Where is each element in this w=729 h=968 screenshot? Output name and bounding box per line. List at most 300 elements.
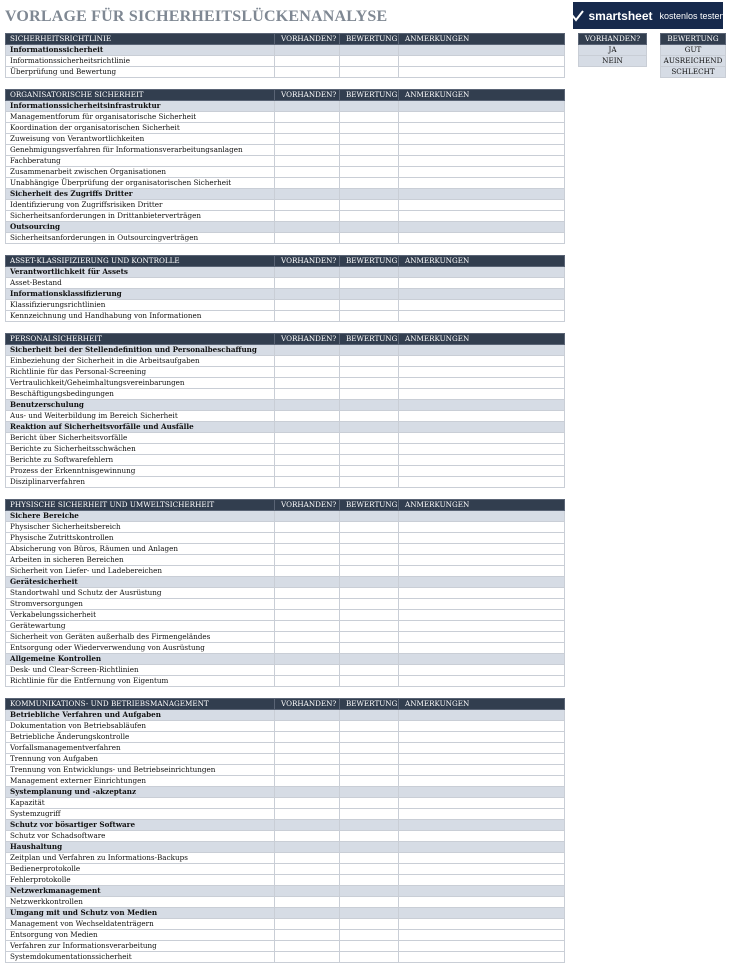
table-row xyxy=(6,367,565,378)
item-label: Koordination der organisatorischen Sicherheit xyxy=(6,123,275,134)
rating-select[interactable] xyxy=(340,167,399,178)
group-header xyxy=(6,222,565,233)
present-select[interactable] xyxy=(275,588,340,599)
notes-field[interactable] xyxy=(399,466,565,477)
present-select[interactable] xyxy=(275,300,340,311)
notes-cell xyxy=(399,222,565,233)
table-row xyxy=(6,56,565,67)
item-label: Trennung von Aufgaben xyxy=(6,754,275,765)
group-title: Allgemeine Kontrollen xyxy=(6,654,275,665)
table-row xyxy=(6,665,565,676)
notes-field[interactable] xyxy=(399,588,565,599)
table-row xyxy=(6,356,565,367)
table-row xyxy=(6,676,565,687)
present-select[interactable] xyxy=(275,555,340,566)
rating-select[interactable] xyxy=(340,56,399,67)
group-title: Informationsklassifizierung xyxy=(6,289,275,300)
legend-present-option[interactable]: NEIN xyxy=(579,56,647,67)
table-row xyxy=(6,566,565,577)
column-present-header: VORHANDEN? xyxy=(275,699,340,710)
notes-field[interactable] xyxy=(399,433,565,444)
rating-select[interactable] xyxy=(340,544,399,555)
rating-select[interactable] xyxy=(340,522,399,533)
item-label: Disziplinarverfahren xyxy=(6,477,275,488)
notes-field[interactable] xyxy=(399,621,565,632)
item-label: Einbeziehung der Sicherheit in die Arbeitsaufgaben xyxy=(6,356,275,367)
rating-select[interactable] xyxy=(340,278,399,289)
legend-rating-option[interactable]: SCHLECHT xyxy=(661,67,726,78)
notes-field[interactable] xyxy=(399,732,565,743)
table-row xyxy=(6,178,565,189)
notes-field[interactable] xyxy=(399,300,565,311)
present-select[interactable] xyxy=(275,200,340,211)
present-select[interactable] xyxy=(275,123,340,134)
present-select[interactable] xyxy=(275,754,340,765)
rating-select[interactable] xyxy=(340,676,399,687)
table-row xyxy=(6,743,565,754)
rating-select[interactable] xyxy=(340,533,399,544)
rating-select[interactable] xyxy=(340,588,399,599)
notes-field[interactable] xyxy=(399,743,565,754)
item-label: Verfahren zur Informationsverarbeitung xyxy=(6,941,275,952)
rating-cell xyxy=(340,222,399,233)
rating-select[interactable] xyxy=(340,112,399,123)
item-label: Sicherheit von Liefer- und Ladebereichen xyxy=(6,566,275,577)
notes-cell xyxy=(399,422,565,433)
rating-select[interactable] xyxy=(340,831,399,842)
notes-field[interactable] xyxy=(399,378,565,389)
rating-select[interactable] xyxy=(340,643,399,654)
item-label: Sicherheitsanforderungen in Outsourcingverträgen xyxy=(6,233,275,244)
present-select[interactable] xyxy=(275,798,340,809)
present-select[interactable] xyxy=(275,875,340,886)
item-label: Absicherung von Büros, Räumen und Anlagen xyxy=(6,544,275,555)
rating-select[interactable] xyxy=(340,776,399,787)
item-label: Systemzugriff xyxy=(6,809,275,820)
notes-cell xyxy=(399,45,565,56)
present-select[interactable] xyxy=(275,67,340,78)
item-label: Entsorgung oder Wiederverwendung von Ausrüstung xyxy=(6,643,275,654)
item-label: Physische Zutrittskontrollen xyxy=(6,533,275,544)
item-label: Zuweisung von Verantwortlichkeiten xyxy=(6,134,275,145)
rating-select[interactable] xyxy=(340,798,399,809)
notes-field[interactable] xyxy=(399,864,565,875)
brand-name: smartsheet xyxy=(588,8,653,23)
item-label: Systemdokumentationssicherheit xyxy=(6,952,275,963)
present-select[interactable] xyxy=(275,765,340,776)
rating-select[interactable] xyxy=(340,477,399,488)
notes-field[interactable] xyxy=(399,555,565,566)
present-select[interactable] xyxy=(275,941,340,952)
table-row xyxy=(6,145,565,156)
table-row xyxy=(6,311,565,322)
table-row xyxy=(6,632,565,643)
rating-select[interactable] xyxy=(340,732,399,743)
notes-field[interactable] xyxy=(399,134,565,145)
table-row xyxy=(6,167,565,178)
notes-field[interactable] xyxy=(399,211,565,222)
rating-select[interactable] xyxy=(340,754,399,765)
notes-field[interactable] xyxy=(399,145,565,156)
notes-cell xyxy=(399,101,565,112)
present-select[interactable] xyxy=(275,367,340,378)
present-select[interactable] xyxy=(275,632,340,643)
rating-select[interactable] xyxy=(340,389,399,400)
notes-field[interactable] xyxy=(399,941,565,952)
present-cell xyxy=(275,710,340,721)
notes-field[interactable] xyxy=(399,178,565,189)
item-label: Sicherheitsanforderungen in Drittanbieterverträgen xyxy=(6,211,275,222)
section-header xyxy=(6,256,565,267)
smartsheet-logo-icon xyxy=(571,10,584,22)
notes-field[interactable] xyxy=(399,389,565,400)
present-select[interactable] xyxy=(275,278,340,289)
notes-field[interactable] xyxy=(399,919,565,930)
item-label: Verkabelungssicherheit xyxy=(6,610,275,621)
table-row xyxy=(6,930,565,941)
present-select[interactable] xyxy=(275,621,340,632)
notes-cell xyxy=(399,842,565,853)
present-select[interactable] xyxy=(275,732,340,743)
notes-field[interactable] xyxy=(399,765,565,776)
rating-select[interactable] xyxy=(340,555,399,566)
rating-cell xyxy=(340,908,399,919)
item-label: Arbeiten in sicheren Bereichen xyxy=(6,555,275,566)
section-title: ORGANISATORISCHE SICHERHEIT xyxy=(6,90,275,101)
smartsheet-trial-button[interactable] xyxy=(573,2,723,29)
rating-cell xyxy=(340,101,399,112)
group-title: Sicherheit des Zugriffs Dritter xyxy=(6,189,275,200)
rating-select[interactable] xyxy=(340,356,399,367)
notes-cell xyxy=(399,289,565,300)
present-select[interactable] xyxy=(275,643,340,654)
present-select[interactable] xyxy=(275,433,340,444)
column-present-header: VORHANDEN? xyxy=(275,34,340,45)
rating-select[interactable] xyxy=(340,743,399,754)
item-label: Physischer Sicherheitsbereich xyxy=(6,522,275,533)
section-table xyxy=(5,333,565,488)
rating-cell xyxy=(340,842,399,853)
rating-select[interactable] xyxy=(340,311,399,322)
item-label: Vertraulichkeit/Geheimhaltungsvereinbarungen xyxy=(6,378,275,389)
column-rating-header: BEWERTUNG xyxy=(340,256,399,267)
group-title: Benutzerschulung xyxy=(6,400,275,411)
item-label: Beschäftigungsbedingungen xyxy=(6,389,275,400)
group-header xyxy=(6,886,565,897)
table-row xyxy=(6,809,565,820)
notes-field[interactable] xyxy=(399,167,565,178)
present-cell xyxy=(275,908,340,919)
rating-select[interactable] xyxy=(340,919,399,930)
notes-field[interactable] xyxy=(399,533,565,544)
notes-field[interactable] xyxy=(399,776,565,787)
group-header xyxy=(6,577,565,588)
present-select[interactable] xyxy=(275,178,340,189)
present-select[interactable] xyxy=(275,831,340,842)
table-row xyxy=(6,278,565,289)
notes-field[interactable] xyxy=(399,952,565,963)
rating-select[interactable] xyxy=(340,952,399,963)
rating-select[interactable] xyxy=(340,178,399,189)
group-header xyxy=(6,45,565,56)
present-select[interactable] xyxy=(275,411,340,422)
table-row xyxy=(6,831,565,842)
table-row xyxy=(6,754,565,765)
rating-select[interactable] xyxy=(340,367,399,378)
legend-present-option[interactable]: JA xyxy=(579,45,647,56)
notes-field[interactable] xyxy=(399,455,565,466)
column-present-header: VORHANDEN? xyxy=(275,90,340,101)
present-select[interactable] xyxy=(275,864,340,875)
present-cell xyxy=(275,654,340,665)
item-label: Richtlinie für das Personal-Screening xyxy=(6,367,275,378)
group-title: Gerätesicherheit xyxy=(6,577,275,588)
rating-select[interactable] xyxy=(340,875,399,886)
table-row xyxy=(6,522,565,533)
present-cell xyxy=(275,886,340,897)
notes-field[interactable] xyxy=(399,610,565,621)
notes-field[interactable] xyxy=(399,477,565,488)
notes-field[interactable] xyxy=(399,599,565,610)
present-select[interactable] xyxy=(275,599,340,610)
present-select[interactable] xyxy=(275,544,340,555)
present-select[interactable] xyxy=(275,776,340,787)
rating-select[interactable] xyxy=(340,721,399,732)
group-title: Reaktion auf Sicherheitsvorfälle und Ausfälle xyxy=(6,422,275,433)
present-select[interactable] xyxy=(275,566,340,577)
notes-cell xyxy=(399,577,565,588)
table-row xyxy=(6,643,565,654)
notes-cell xyxy=(399,345,565,356)
present-select[interactable] xyxy=(275,145,340,156)
rating-select[interactable] xyxy=(340,665,399,676)
notes-field[interactable] xyxy=(399,930,565,941)
table-row xyxy=(6,864,565,875)
notes-field[interactable] xyxy=(399,897,565,908)
notes-field[interactable] xyxy=(399,200,565,211)
notes-field[interactable] xyxy=(399,233,565,244)
present-select[interactable] xyxy=(275,721,340,732)
table-row xyxy=(6,588,565,599)
table-row xyxy=(6,156,565,167)
present-select[interactable] xyxy=(275,930,340,941)
rating-cell xyxy=(340,787,399,798)
legend-rating-option[interactable]: AUSREICHEND xyxy=(661,56,726,67)
present-cell xyxy=(275,511,340,522)
item-label: Bericht über Sicherheitsvorfälle xyxy=(6,433,275,444)
column-rating-header: BEWERTUNG xyxy=(340,34,399,45)
notes-field[interactable] xyxy=(399,853,565,864)
present-select[interactable] xyxy=(275,233,340,244)
notes-field[interactable] xyxy=(399,721,565,732)
present-select[interactable] xyxy=(275,809,340,820)
notes-field[interactable] xyxy=(399,875,565,886)
present-select[interactable] xyxy=(275,134,340,145)
group-header xyxy=(6,511,565,522)
item-label: Trennung von Entwicklungs- und Betriebseinrichtungen xyxy=(6,765,275,776)
rating-select[interactable] xyxy=(340,632,399,643)
section-header xyxy=(6,34,565,45)
notes-field[interactable] xyxy=(399,278,565,289)
group-header xyxy=(6,842,565,853)
table-row xyxy=(6,300,565,311)
table-row xyxy=(6,533,565,544)
notes-field[interactable] xyxy=(399,67,565,78)
rating-select[interactable] xyxy=(340,411,399,422)
rating-select[interactable] xyxy=(340,897,399,908)
present-select[interactable] xyxy=(275,156,340,167)
rating-select[interactable] xyxy=(340,853,399,864)
rating-select[interactable] xyxy=(340,145,399,156)
present-select[interactable] xyxy=(275,112,340,123)
section-header xyxy=(6,699,565,710)
rating-select[interactable] xyxy=(340,433,399,444)
rating-cell xyxy=(340,45,399,56)
column-present-header: VORHANDEN? xyxy=(275,334,340,345)
notes-field[interactable] xyxy=(399,123,565,134)
group-header xyxy=(6,345,565,356)
present-select[interactable] xyxy=(275,378,340,389)
section-title: KOMMUNIKATIONS- UND BETRIEBSMANAGEMENT xyxy=(6,699,275,710)
present-select[interactable] xyxy=(275,610,340,621)
notes-field[interactable] xyxy=(399,676,565,687)
rating-select[interactable] xyxy=(340,156,399,167)
notes-field[interactable] xyxy=(399,444,565,455)
legend-rating-header: BEWERTUNG xyxy=(661,34,726,45)
rating-select[interactable] xyxy=(340,444,399,455)
notes-field[interactable] xyxy=(399,665,565,676)
item-label: Prozess der Erkenntnisgewinnung xyxy=(6,466,275,477)
trial-label: kostenlos testen xyxy=(659,10,725,21)
notes-field[interactable] xyxy=(399,566,565,577)
notes-field[interactable] xyxy=(399,831,565,842)
rating-select[interactable] xyxy=(340,621,399,632)
rating-cell xyxy=(340,189,399,200)
group-header xyxy=(6,101,565,112)
notes-field[interactable] xyxy=(399,356,565,367)
table-row xyxy=(6,897,565,908)
table-row xyxy=(6,919,565,930)
group-title: Haushaltung xyxy=(6,842,275,853)
notes-field[interactable] xyxy=(399,112,565,123)
rating-select[interactable] xyxy=(340,466,399,477)
rating-cell xyxy=(340,289,399,300)
table-row xyxy=(6,798,565,809)
present-cell xyxy=(275,267,340,278)
item-label: Informationssicherheitsrichtlinie xyxy=(6,56,275,67)
column-present-header: VORHANDEN? xyxy=(275,500,340,511)
present-select[interactable] xyxy=(275,356,340,367)
section-table xyxy=(5,89,565,244)
present-select[interactable] xyxy=(275,389,340,400)
rating-select[interactable] xyxy=(340,123,399,134)
section-table xyxy=(5,33,565,78)
present-select[interactable] xyxy=(275,477,340,488)
table-row xyxy=(6,941,565,952)
group-title: Umgang mit und Schutz von Medien xyxy=(6,908,275,919)
table-row xyxy=(6,621,565,632)
table-row xyxy=(6,134,565,145)
rating-select[interactable] xyxy=(340,610,399,621)
item-label: Aus- und Weiterbildung im Bereich Sicherheit xyxy=(6,411,275,422)
notes-field[interactable] xyxy=(399,809,565,820)
present-select[interactable] xyxy=(275,853,340,864)
present-select[interactable] xyxy=(275,455,340,466)
notes-field[interactable] xyxy=(399,311,565,322)
table-row xyxy=(6,112,565,123)
rating-select[interactable] xyxy=(340,809,399,820)
present-select[interactable] xyxy=(275,533,340,544)
legend-present-header: VORHANDEN? xyxy=(579,34,647,45)
present-select[interactable] xyxy=(275,444,340,455)
rating-select[interactable] xyxy=(340,566,399,577)
present-select[interactable] xyxy=(275,311,340,322)
present-select[interactable] xyxy=(275,466,340,477)
rating-select[interactable] xyxy=(340,134,399,145)
rating-cell xyxy=(340,345,399,356)
table-row xyxy=(6,765,565,776)
present-select[interactable] xyxy=(275,897,340,908)
notes-field[interactable] xyxy=(399,643,565,654)
notes-field[interactable] xyxy=(399,754,565,765)
rating-select[interactable] xyxy=(340,300,399,311)
group-header xyxy=(6,189,565,200)
group-header xyxy=(6,289,565,300)
notes-field[interactable] xyxy=(399,367,565,378)
rating-select[interactable] xyxy=(340,765,399,776)
rating-select[interactable] xyxy=(340,599,399,610)
item-label: Unabhängige Überprüfung der organisatorischen Sicherheit xyxy=(6,178,275,189)
rating-select[interactable] xyxy=(340,378,399,389)
rating-select[interactable] xyxy=(340,67,399,78)
rating-select[interactable] xyxy=(340,941,399,952)
section-spacer xyxy=(5,488,564,499)
item-label: Fachberatung xyxy=(6,156,275,167)
present-select[interactable] xyxy=(275,919,340,930)
rating-select[interactable] xyxy=(340,930,399,941)
present-select[interactable] xyxy=(275,665,340,676)
rating-cell xyxy=(340,422,399,433)
present-cell xyxy=(275,45,340,56)
notes-field[interactable] xyxy=(399,798,565,809)
present-select[interactable] xyxy=(275,167,340,178)
rating-select[interactable] xyxy=(340,455,399,466)
column-notes-header: ANMERKUNGEN xyxy=(399,334,565,345)
rating-select[interactable] xyxy=(340,200,399,211)
notes-cell xyxy=(399,908,565,919)
present-cell xyxy=(275,422,340,433)
notes-field[interactable] xyxy=(399,411,565,422)
present-select[interactable] xyxy=(275,56,340,67)
legend-rating-option[interactable]: GUT xyxy=(661,45,726,56)
section-table xyxy=(5,698,565,963)
present-select[interactable] xyxy=(275,743,340,754)
rating-select[interactable] xyxy=(340,233,399,244)
notes-field[interactable] xyxy=(399,56,565,67)
present-select[interactable] xyxy=(275,952,340,963)
notes-field[interactable] xyxy=(399,156,565,167)
notes-field[interactable] xyxy=(399,522,565,533)
rating-select[interactable] xyxy=(340,211,399,222)
present-select[interactable] xyxy=(275,676,340,687)
notes-field[interactable] xyxy=(399,544,565,555)
rating-cell xyxy=(340,267,399,278)
present-select[interactable] xyxy=(275,522,340,533)
present-select[interactable] xyxy=(275,211,340,222)
notes-field[interactable] xyxy=(399,632,565,643)
legend-rating xyxy=(660,33,726,78)
rating-select[interactable] xyxy=(340,864,399,875)
